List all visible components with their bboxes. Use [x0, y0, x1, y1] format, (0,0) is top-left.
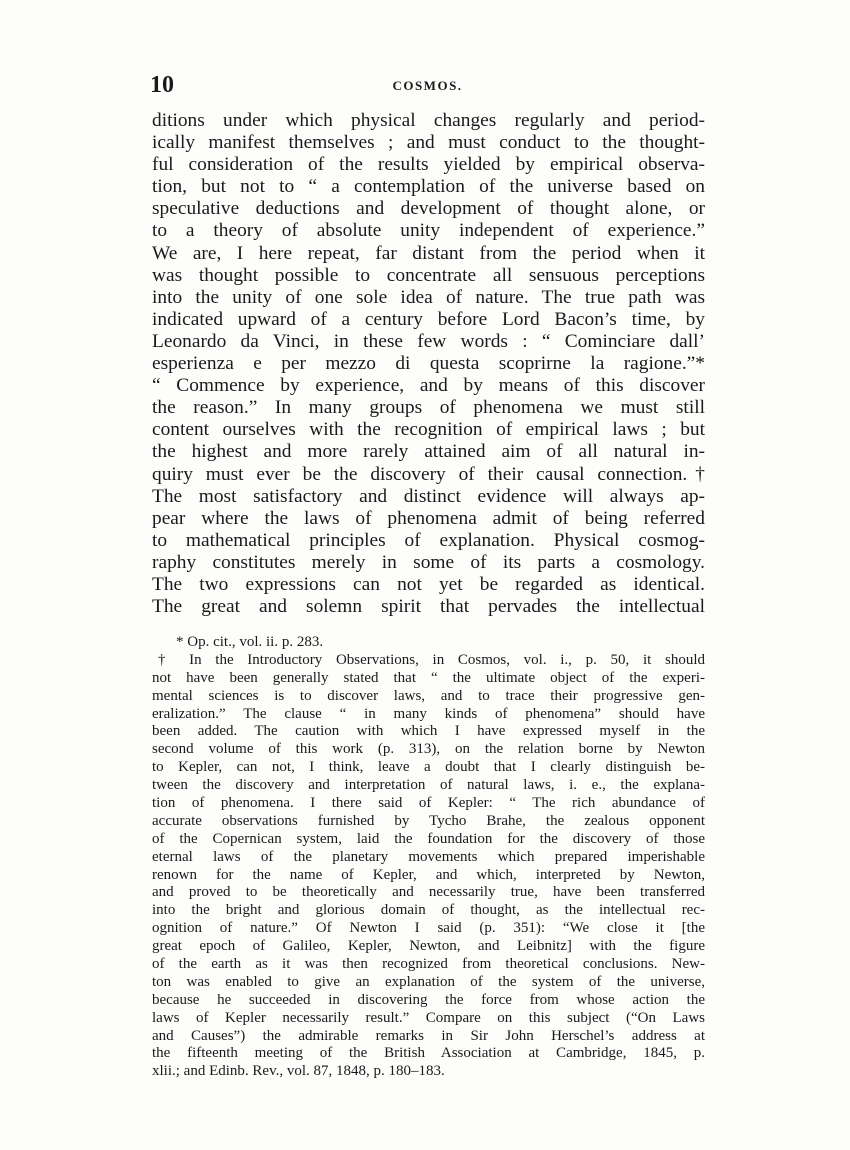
text-line: content ourselves with the recognition of empirical laws ; but	[152, 419, 705, 441]
footnote-line: accurate observations furnished by Tycho Brahe, the zealous opponent	[152, 812, 705, 829]
footnote-line: of the Copernican system, laid the foundation for the discovery of those	[152, 830, 705, 847]
footnote-line: ognition of nature.” Of Newton I said (p. 351): “We close it [the	[152, 920, 705, 937]
footnote-line: and Causes”) the admirable remarks in Sir John Herschel’s address at	[152, 1027, 705, 1044]
footnote-line: mental sciences is to discover laws, and to trace their progressive gen-	[152, 687, 705, 704]
footnote-line: ton was enabled to give an explanation of the system of the universe,	[152, 973, 705, 990]
text-line: ful consideration of the results yielded by empirical observa-	[152, 154, 705, 176]
page-number: 10	[150, 72, 174, 98]
text-line: to a theory of absolute unity independent of experience.”	[152, 220, 705, 242]
text-line: ically manifest themselves ; and must conduct to the thought-	[152, 132, 705, 154]
footnote-line: † In the Introductory Observations, in Cosmos, vol. i., p. 50, it should	[158, 651, 705, 668]
footnote-line: been added. The caution with which I have expressed myself in the	[152, 723, 705, 740]
footnote-line: to Kepler, can not, I think, leave a doubt that I clearly distinguish be-	[152, 759, 705, 776]
text-line: pear where the laws of phenomena admit of being referred	[152, 507, 705, 529]
text-line: was thought possible to concentrate all sensuous perceptions	[152, 264, 705, 286]
footnote-line: eternal laws of the planetary movements which prepared imperishable	[152, 848, 705, 865]
text-line: The two expressions can not yet be regarded as identical.	[152, 573, 705, 595]
footnote-line: and proved to be theoretically and necessarily true, have been transferred	[152, 884, 705, 901]
footnote-line: the fifteenth meeting of the British Association at Cambridge, 1845, p.	[152, 1045, 705, 1062]
text-line: The most satisfactory and distinct evidence will always ap-	[152, 485, 705, 507]
text-line: raphy constitutes merely in some of its parts a cosmology.	[152, 551, 705, 573]
running-head: COSMOS.	[392, 78, 463, 93]
footnote-line: eralization.” The clause “ in many kinds of phenomena” should have	[152, 705, 705, 722]
text-line: The great and solemn spirit that pervades the intellectual	[152, 596, 705, 618]
text-line: to mathematical principles of explanation. Physical cosmog-	[152, 529, 705, 551]
text-line: Leonardo da Vinci, in these few words : “ Cominciare dall’	[152, 330, 705, 352]
text-line: the reason.” In many groups of phenomena we must still	[152, 397, 705, 419]
text-line: tion, but not to “ a contemplation of the universe based on	[152, 176, 705, 198]
text-line: esperienza e per mezzo di questa scoprirne la ragione.”*	[152, 353, 705, 375]
text-line: We are, I here repeat, far distant from the period when it	[152, 242, 705, 264]
footnote-line: tion of phenomena. I there said of Kepler: “ The rich abundance of	[152, 795, 705, 812]
footnote-line: tween the discovery and interpretation of natural laws, i. e., the explana-	[152, 777, 705, 794]
footnote-line: of the earth as it was then recognized from theoretical conclusions. New-	[152, 956, 705, 973]
footnote-line: because he succeeded in discovering the force from whose action the	[152, 991, 705, 1008]
text-line: quiry must ever be the discovery of their causal connection.†	[152, 463, 705, 485]
footnote-line: laws of Kepler necessarily result.” Compare on this subject (“On Laws	[152, 1009, 705, 1026]
text-line: ditions under which physical changes regularly and period-	[152, 110, 705, 131]
footnote-line: * Op. cit., vol. ii. p. 283.	[176, 634, 324, 650]
footnote-line: renown for the name of Kepler, and which, interpreted by Newton,	[152, 866, 705, 883]
text-line: into the unity of one sole idea of nature. The true path was	[152, 286, 705, 308]
footnote-line: second volume of this work (p. 313), on the relation borne by Newton	[152, 741, 705, 758]
text-line: the highest and more rarely attained aim of all natural in-	[152, 441, 705, 463]
footnotes	[152, 634, 705, 1081]
footnote-line: great epoch of Galileo, Kepler, Newton, and Leibnitz] with the figure	[152, 938, 705, 955]
text-line: indicated upward of a century before Lord Bacon’s time, by	[152, 308, 705, 330]
footnote-line: not have been generally stated that “ the ultimate object of the experi-	[152, 669, 705, 686]
main-text	[152, 110, 705, 618]
text-line: speculative deductions and development of thought alone, or	[152, 198, 705, 220]
footnote-line: into the bright and glorious domain of thought, as the intellectual rec-	[152, 902, 705, 919]
footnote-line: xlii.; and Edinb. Rev., vol. 87, 1848, p. 180–183.	[152, 1063, 445, 1080]
page-header	[150, 72, 705, 102]
text-line: “ Commence by experience, and by means of this discover	[152, 375, 705, 397]
